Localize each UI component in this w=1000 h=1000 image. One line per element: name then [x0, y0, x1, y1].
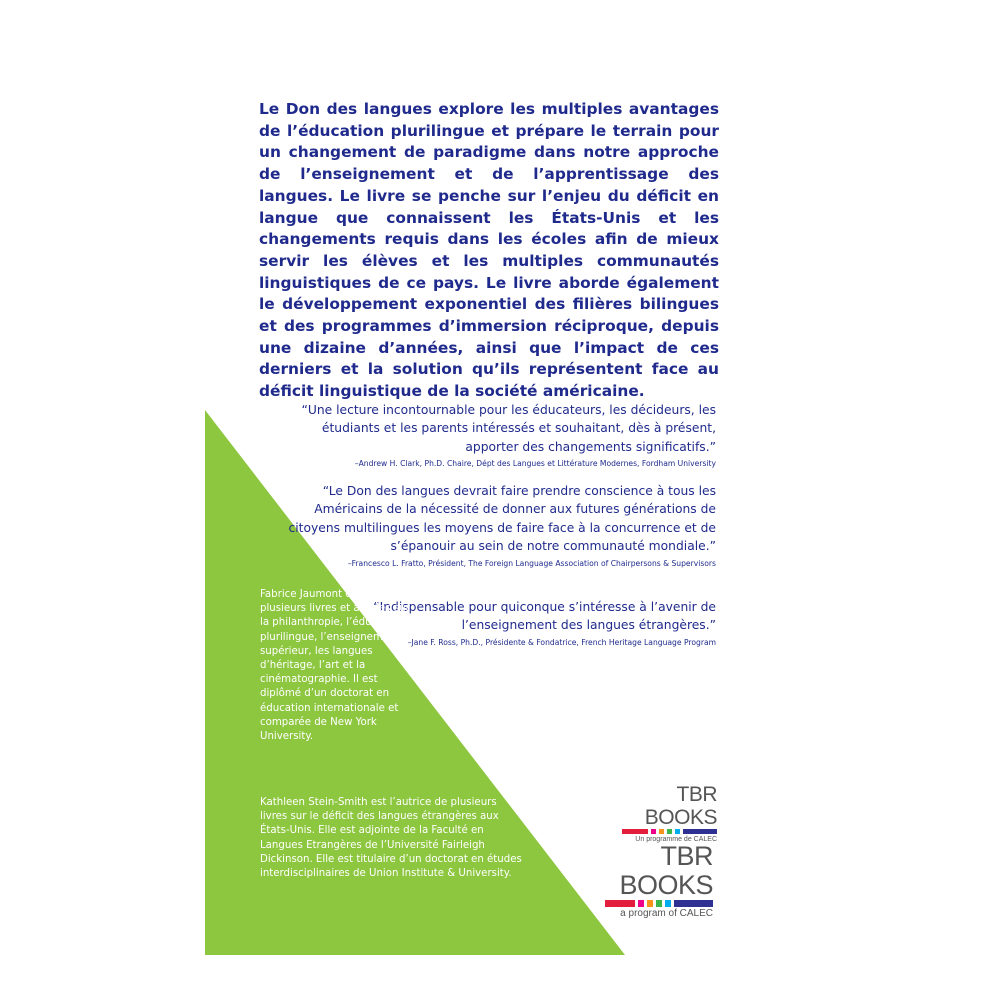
logo-bar-segment — [674, 900, 713, 907]
book-back-cover — [205, 60, 795, 955]
logo-color-bar — [585, 900, 713, 907]
quote-attribution: –Andrew H. Clark, Ph.D. Chaire, Dépt des Langues et Littérature Modernes, Fordham University — [354, 459, 716, 469]
publisher-logo — [585, 842, 713, 921]
quote-text: “Indispensable pour quiconque s’intéresse à l’avenir de l’enseignement des langues étrangères.” — [373, 600, 716, 633]
endorsement-quote — [276, 482, 716, 569]
publisher-tagline: Un programme de CALEC — [635, 836, 717, 843]
quote-attribution: –Jane F. Ross, Ph.D., Présidente & Fondatrice, French Heritage Language Program — [407, 637, 716, 647]
publisher-name: TBR BOOKS — [644, 783, 717, 829]
author-bio-jaumont: Fabrice Jaumont est l’auteur de plusieurs livres et articles sur la philanthropie, l’éducation plurilingue, l’enseignement supérieur, les langues d’héritage, l’art et la cinématographie. Il est diplômé d’un doctorat en éducation internationale et comparée de New York University. — [260, 589, 420, 743]
publisher-tagline: a program of CALEC — [620, 908, 713, 919]
book-blurb: Le Don des langues explore les multiples avantages de l’éducation plurilingue et prépare le terrain pour un changement de paradigme dans notre approche de l’enseignement et de l’apprentissage des langues. Le livre se penche sur l’enjeu du déficit en langue que connaissent les États-Unis et les changements requis dans les écoles afin de mieux servir les élèves et les multiples communautés linguistiques de ce pays. Le livre aborde également le développement exponentiel des filières bilingues et des programmes d’immersion réciproque, depuis une dizaine d’années, ainsi que l’impact de ces derniers et la solution qu’ils représentent face au déficit linguistique de la société américaine. — [259, 100, 719, 401]
publisher-logo — [603, 783, 717, 846]
publisher-name: TBR BOOKS — [619, 841, 713, 900]
author-bio-stein-smith: Kathleen Stein-Smith est l’autrice de plusieurs livres sur le déficit des langues étrangères aux États-Unis. Elle est adjointe de la Faculté en Langues Etrangères de l’Université Fairleigh Dickinson. Elle est titulaire d’un doctorat en études interdisciplinaires de Union Institute & University. — [260, 797, 522, 880]
quote-text: “Le Don des langues devrait faire prendre conscience à tous les Américains de la nécessité de donner aux futures générations de citoyens multilingues les moyens de faire face à la concurrence et de s’épanouir au sein de notre communauté mondiale.” — [288, 484, 716, 554]
quote-attribution: –Francesco L. Fratto, Président, The Foreign Language Association of Chairpersons & Supervisors — [347, 558, 716, 568]
quote-text: “Une lecture incontournable pour les éducateurs, les décideurs, les étudiants et les parents intéressés et souhaitant, dès à présent, apporter des changements significatifs.” — [301, 403, 716, 454]
logo-bar-segment — [605, 900, 635, 907]
endorsement-quote — [266, 401, 716, 469]
